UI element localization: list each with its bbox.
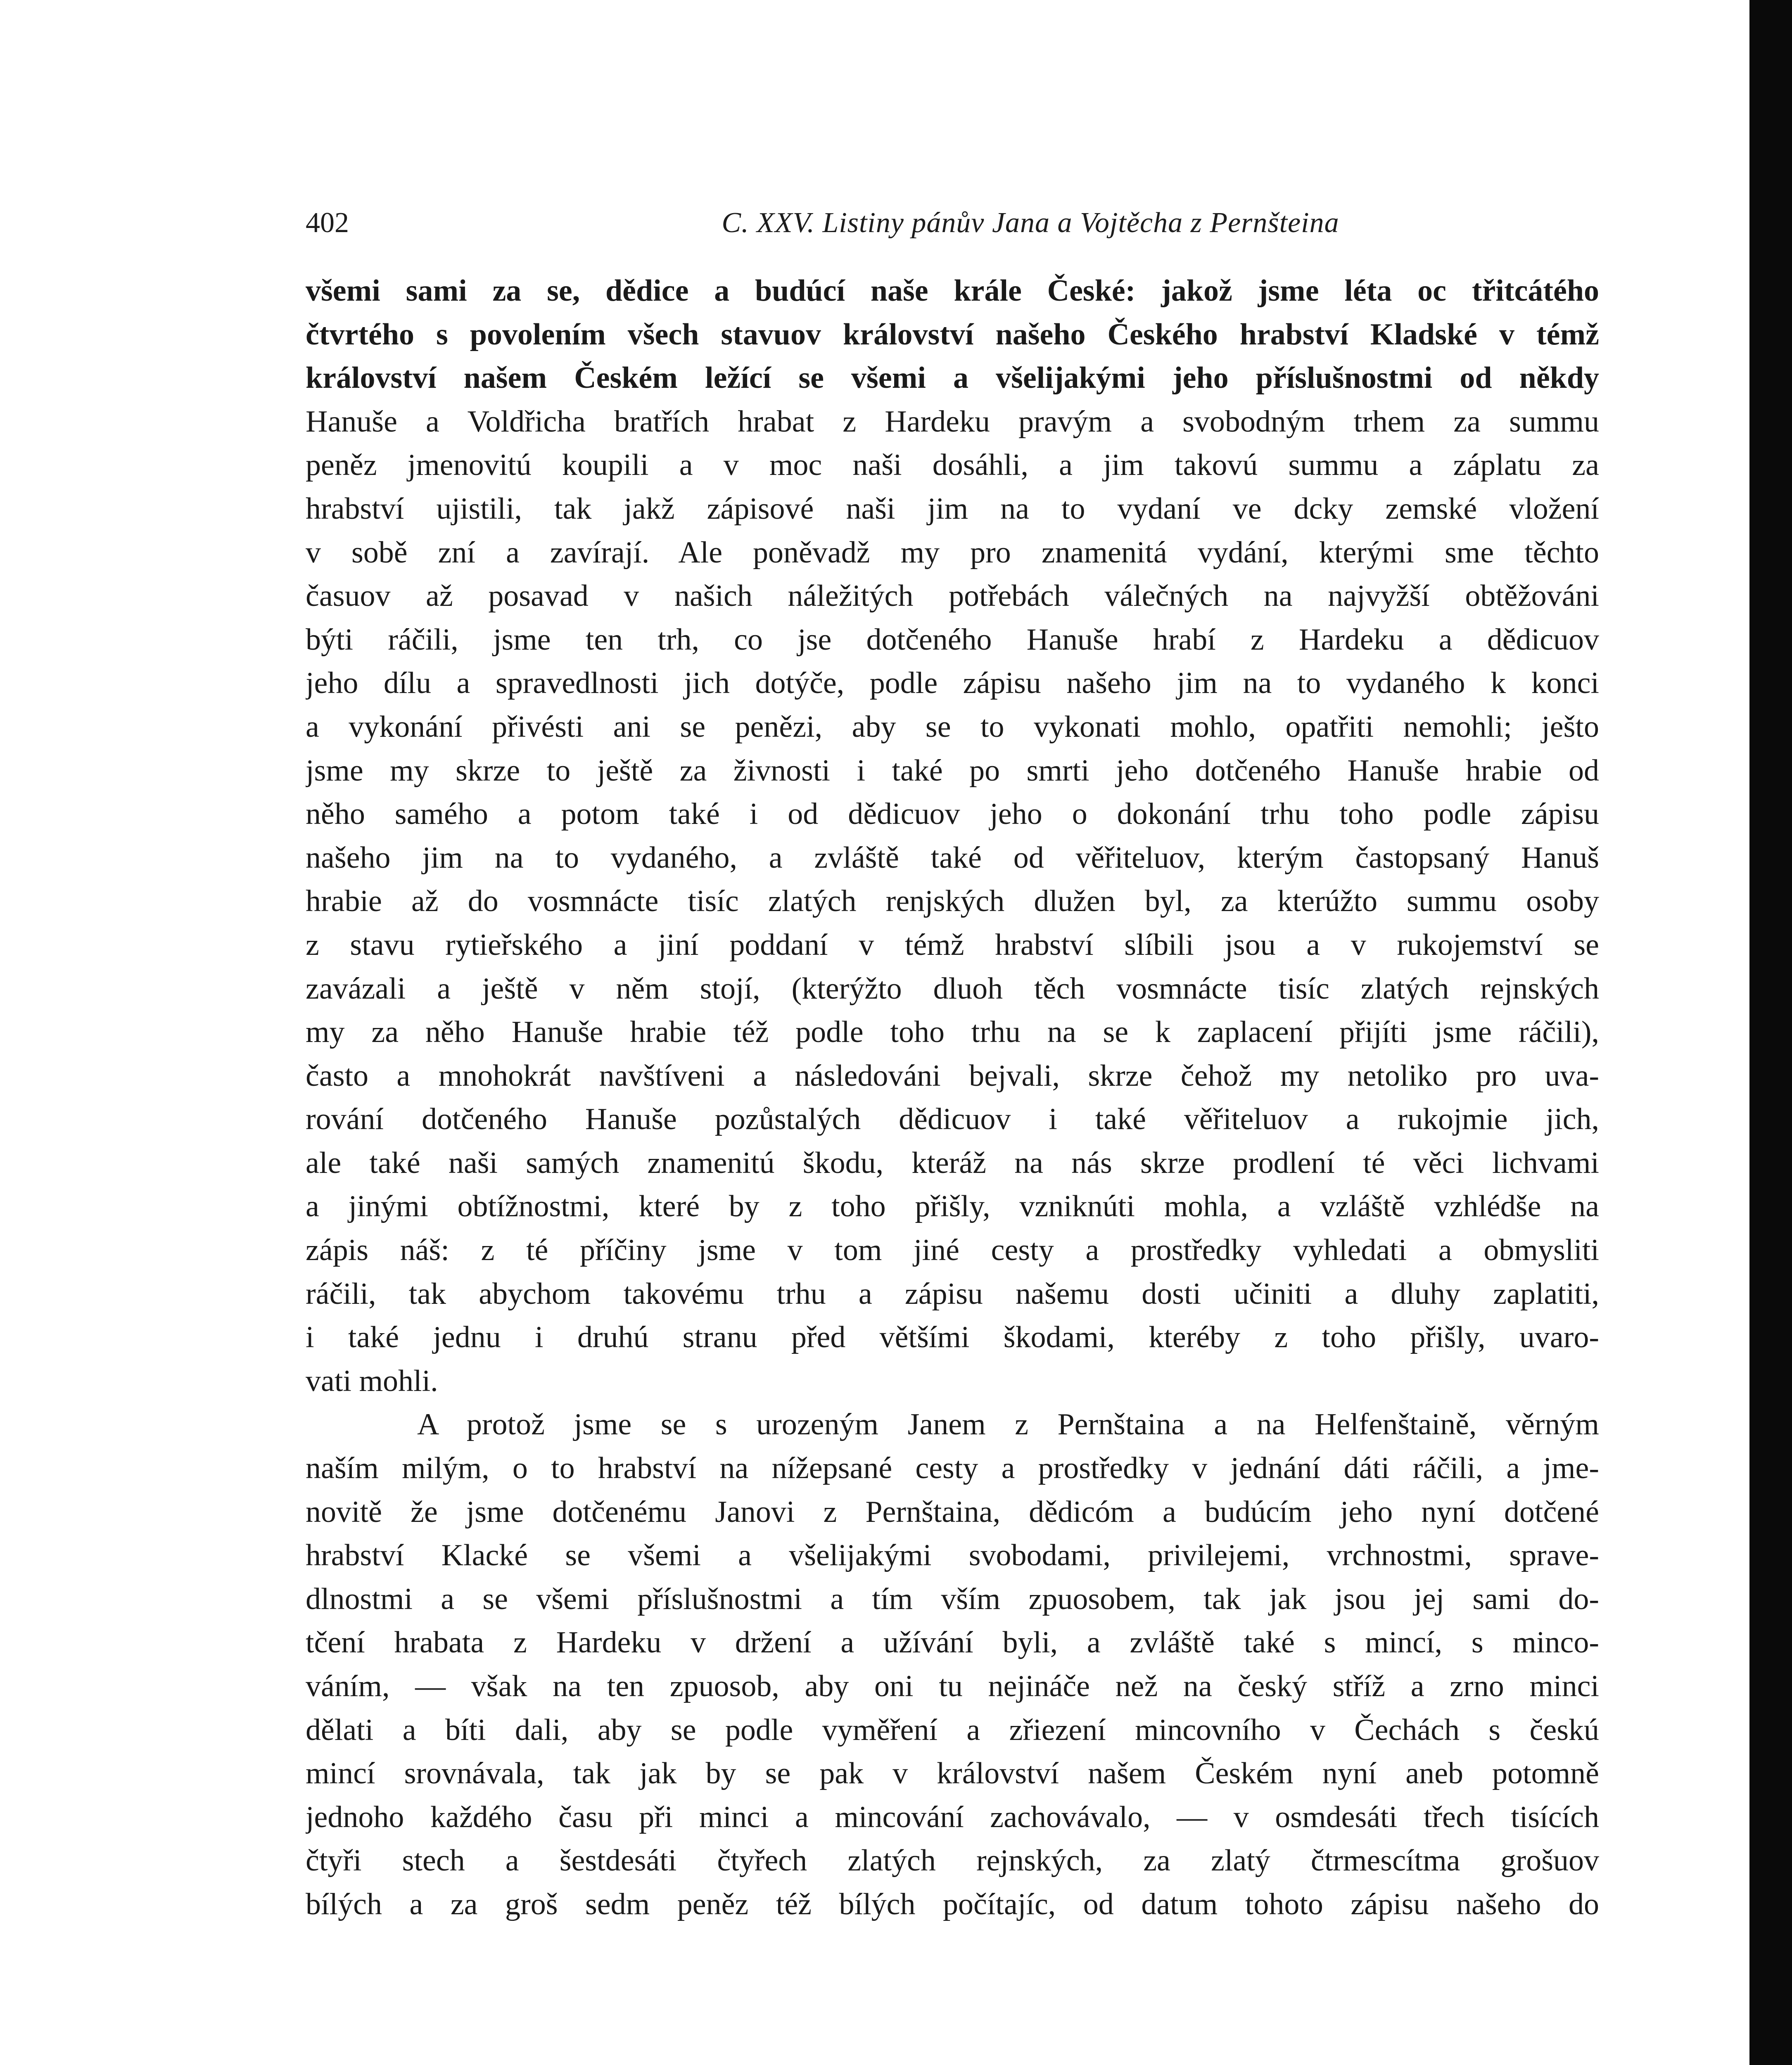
text-line: v sobě zní a zavírají. Ale poněvadž my pro znamenitá vydání, kterými sme těchto (306, 535, 1599, 570)
text-line: hrabství Klacké se všemi a všelijakými svobodami, privilejemi, vrchnostmi, sprave- (306, 1538, 1599, 1573)
text-line: naším milým, o to hrabství na nížepsané cesty a prostředky v jednání dáti ráčili, a jme- (306, 1451, 1599, 1486)
text-line: tčení hrabata z Hardeku v držení a užívání byli, a zvláště také s mincí, s minco- (306, 1626, 1599, 1660)
text-line: dělati a bíti dali, aby se podle vyměření a zřiezení mincovního v Čechách s českú (306, 1713, 1599, 1747)
text-line: bílých a za groš sedm peněz též bílých počítajíc, od datum tohoto zápisu našeho do (306, 1887, 1599, 1921)
text-line: království našem Českém ležící se všemi a všelijakými jeho příslušnostmi od někdy (306, 361, 1599, 395)
text-line: z stavu rytieřského a jiní poddaní v témž hrabství slíbili jsou a v rukojemství se (306, 928, 1599, 962)
text-line: našeho jim na to vydaného, a zvláště také od věřiteluov, kterým častopsaný Hanuš (306, 840, 1599, 875)
text-line: často a mnohokrát navštíveni a následováni bejvali, skrze čehož my netoliko pro uva- (306, 1059, 1599, 1093)
running-title: C. XXV. Listiny pánův Jana a Vojtěcha z Pernšteina (722, 207, 1339, 239)
text-line: dlnostmi a se všemi příslušnostmi a tím vším zpuosobem, tak jak jsou jej sami do- (306, 1582, 1599, 1616)
text-line: jeho dílu a spravedlnosti jich dotýče, podle zápisu našeho jim na to vydaného k konci (306, 666, 1599, 700)
text-line: jsme my skrze to ještě za živnosti i také po smrti jeho dotčeného Hanuše hrabie od (306, 753, 1599, 788)
text-line: váním, — však na ten zpuosob, aby oni tu nejináče než na český stříž a zrno minci (306, 1669, 1599, 1703)
text-line: býti ráčili, jsme ten trh, co jse dotčeného Hanuše hrabí z Hardeku a dědicuov (306, 622, 1599, 657)
text-line: všemi sami za se, dědice a budúcí naše krále České: jakož jsme léta oc třitcátého (306, 274, 1599, 308)
text-line: A protož jsme se s urozeným Janem z Pernštaina a na Helfenštaině, věrným (417, 1408, 1599, 1442)
text-line: časuov až posavad v našich náležitých potřebách válečných na najvyžší obtěžováni (306, 579, 1599, 613)
paragraph-1 (306, 269, 1599, 1403)
text-line: něho samého a potom také i od dědicuov jeho o dokonání trhu toho podle zápisu (306, 797, 1599, 831)
text-line: rování dotčeného Hanuše pozůstalých dědicuov i také věřiteluov a rukojmie jich, (306, 1102, 1599, 1137)
text-line: čtyři stech a šestdesáti čtyřech zlatých rejnských, za zlatý čtrmescítma grošuov (306, 1844, 1599, 1878)
text-line: novitě že jsme dotčenému Janovi z Pernštaina, dědicóm a budúcím jeho nyní dotčené (306, 1495, 1599, 1529)
page-number: 402 (306, 207, 349, 239)
text-line: hrabství ujistili, tak jakž zápisové naši jim na to vydaní ve dcky zemské vložení (306, 491, 1599, 526)
text-line: i také jednu i druhú stranu před většími škodami, kteréby z toho přišly, uvaro- (306, 1320, 1599, 1355)
text-line: čtvrtého s povolením všech stavuov království našeho Českého hrabství Kladské v témž (306, 317, 1599, 351)
text-line: hrabie až do vosmnácte tisíc zlatých renjských dlužen byl, za kterúžto summu osoby (306, 884, 1599, 919)
text-line: ráčili, tak abychom takovému trhu a zápisu našemu dosti učiniti a dluhy zaplatiti, (306, 1277, 1599, 1311)
text-line: zápis náš: z té příčiny jsme v tom jiné cesty a prostředky vyhledati a obmysliti (306, 1233, 1599, 1267)
text-line: my za něho Hanuše hrabie též podle toho trhu na se k zaplacení přijíti jsme ráčili), (306, 1015, 1599, 1049)
scan-border (1749, 0, 1792, 2065)
text-line: mincí srovnávala, tak jak by se pak v království našem Českém nyní aneb potomně (306, 1756, 1599, 1791)
text-line: peněz jmenovitú koupili a v moc naši dosáhli, a jim takovú summu a záplatu za (306, 448, 1599, 482)
text-line: jednoho každého času při minci a mincování zachovávalo, — v osmdesáti třech tisících (306, 1800, 1599, 1834)
body-text (306, 269, 1599, 1927)
paragraph-2 (306, 1403, 1599, 1926)
text-line: Hanuše a Voldřicha bratřích hrabat z Hardeku pravým a svobodným trhem za summu (306, 404, 1599, 439)
text-line: a vykonání přivésti ani se penězi, aby se to vykonati mohlo, opatřiti nemohli; ješto (306, 710, 1599, 744)
text-line: a jinými obtížnostmi, které by z toho přišly, vzniknúti mohla, a vzláště vzhlédše na (306, 1189, 1599, 1224)
text-line: vati mohli. (306, 1364, 438, 1398)
text-line: ale také naši samých znamenitú škodu, kteráž na nás skrze prodlení té věci lichvami (306, 1146, 1599, 1180)
page-header (306, 194, 1755, 252)
text-line: zavázali a ještě v něm stojí, (kterýžto dluoh těch vosmnácte tisíc zlatých rejnských (306, 971, 1599, 1006)
